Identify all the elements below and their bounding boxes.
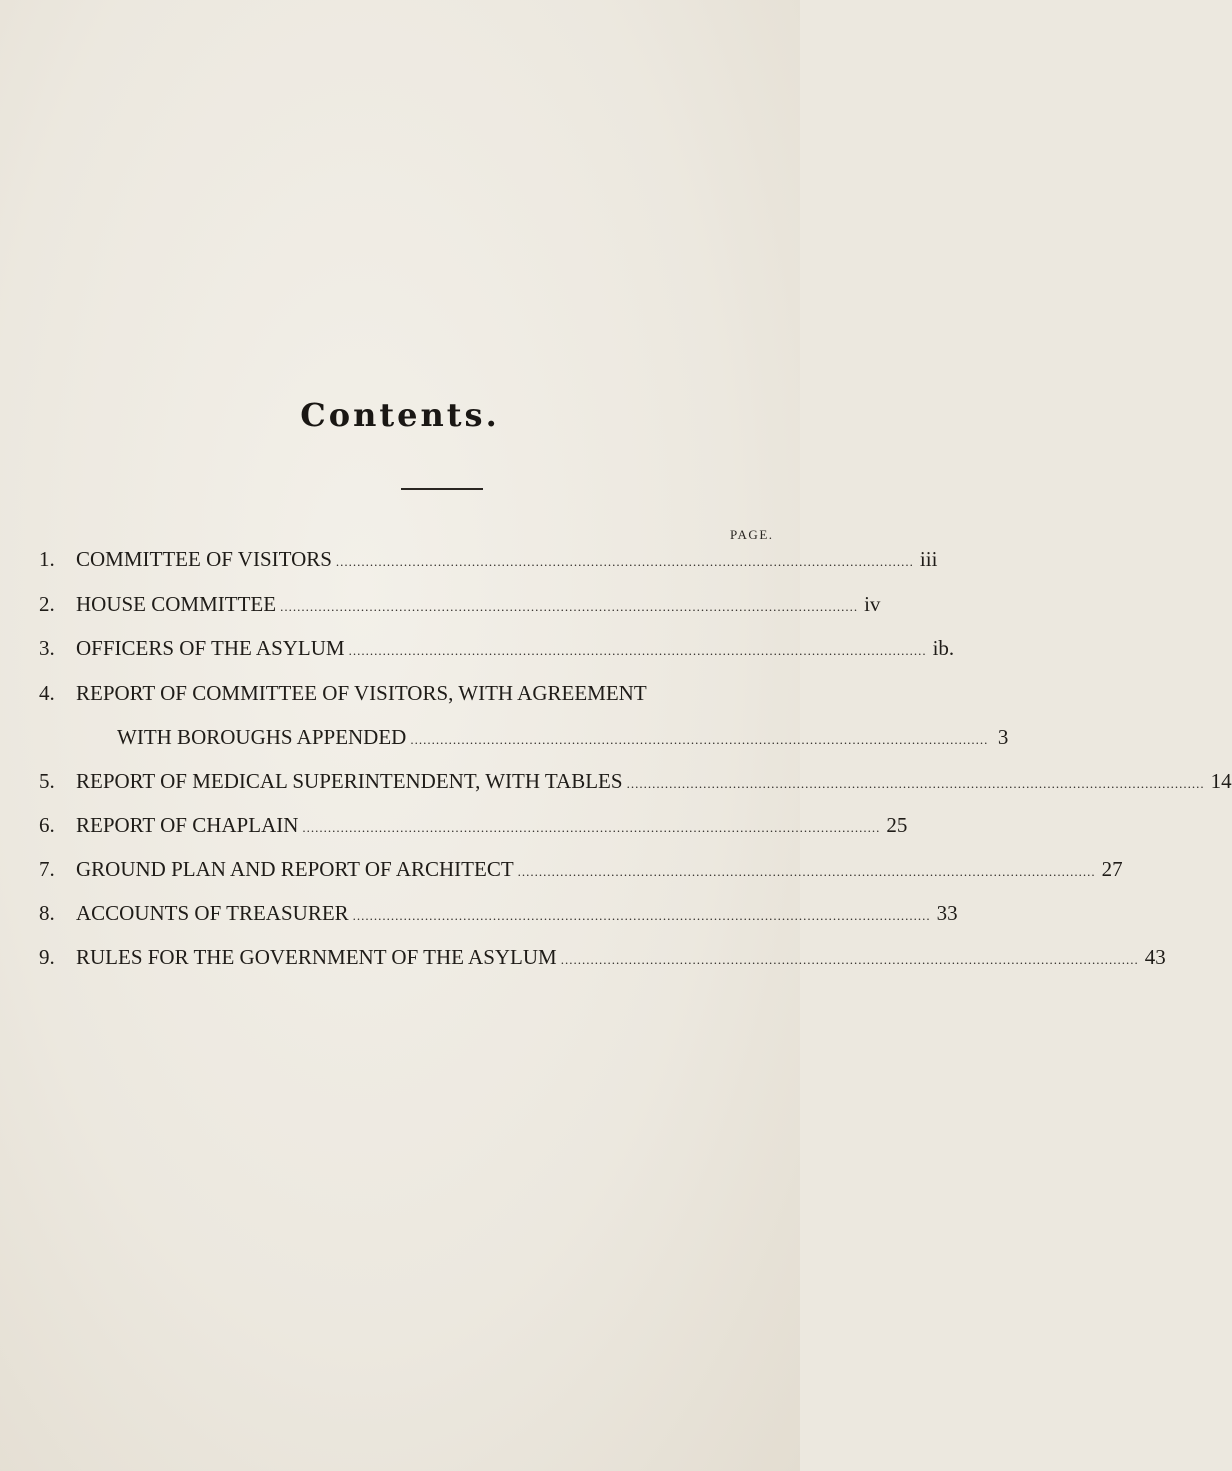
- entry-title: OFFICERS OF THE ASYLUM: [76, 636, 345, 660]
- page-column-header: PAGE.: [730, 527, 774, 542]
- dot-leader: ........................................................................................................................................: [335, 554, 914, 569]
- entry-page: 33: [936, 901, 958, 925]
- entry-number: 3.: [39, 636, 55, 660]
- entry-title-continued: WITH BOROUGHS APPENDED: [117, 725, 407, 749]
- dot-leader: ........................................................................................................................................: [348, 643, 927, 658]
- entry-number: 4.: [39, 681, 55, 705]
- entry-number: 9.: [39, 945, 55, 969]
- entry-title: ACCOUNTS OF TREASURER: [76, 901, 349, 925]
- entry-title: REPORT OF COMMITTEE OF VISITORS, WITH AGREEMENT: [76, 681, 647, 705]
- entry-number: 5.: [39, 769, 55, 793]
- entry-title: REPORT OF CHAPLAIN: [76, 813, 299, 837]
- entry-page: 27: [1101, 857, 1123, 881]
- entry-page: 14: [1210, 769, 1232, 793]
- entry-title: COMMITTEE OF VISITORS: [76, 547, 332, 571]
- entry-number: 7.: [39, 857, 55, 881]
- entry-page: 3: [997, 725, 1009, 749]
- entry-number: 6.: [39, 813, 55, 837]
- entry-number: 8.: [39, 901, 55, 925]
- entry-page: ib.: [932, 636, 955, 660]
- entry-page: 43: [1144, 945, 1166, 969]
- entry-title: HOUSE COMMITTEE: [76, 592, 277, 616]
- entry-number: 1.: [39, 547, 55, 571]
- dot-leader: ........................................................................................................................................: [626, 776, 1205, 791]
- dot-leader: ........................................................................................................................................: [410, 732, 989, 747]
- dot-leader: ........................................................................................................................................: [352, 908, 931, 923]
- page-title: Contents.: [300, 396, 500, 434]
- entry-title: REPORT OF MEDICAL SUPERINTENDENT, WITH TABLES: [76, 769, 623, 793]
- dot-leader: ........................................................................................................................................: [560, 952, 1139, 967]
- entry-title: RULES FOR THE GOVERNMENT OF THE ASYLUM: [76, 945, 557, 969]
- dot-leader: ........................................................................................................................................: [280, 599, 859, 614]
- dot-leader: ........................................................................................................................................: [517, 864, 1096, 879]
- entry-title: GROUND PLAN AND REPORT OF ARCHITECT: [76, 857, 514, 881]
- entry-page: 25: [886, 813, 908, 837]
- dot-leader: ........................................................................................................................................: [302, 820, 881, 835]
- entry-number: 2.: [39, 592, 55, 616]
- title-rule: [401, 488, 483, 490]
- entry-page: iv: [864, 592, 881, 616]
- entry-page: iii: [919, 547, 938, 571]
